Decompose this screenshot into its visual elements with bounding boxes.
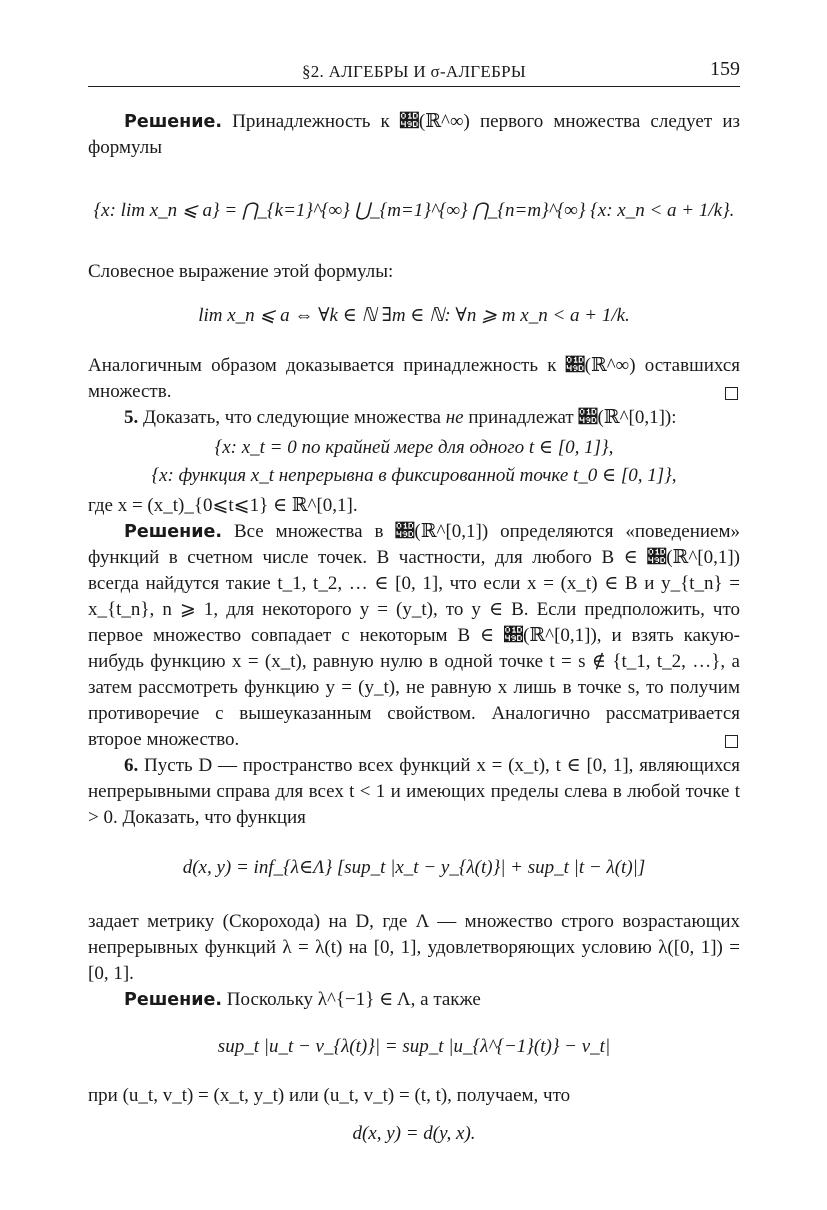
page-number: 159 <box>710 58 740 80</box>
solution-text: Поскольку λ^{−1} ∈ Λ, а также <box>222 989 481 1010</box>
problem-5-statement <box>88 405 740 431</box>
solution-text: Принадлежность к 𝒝(ℝ^∞) первого множества следует из формулы <box>88 111 740 158</box>
formula-limsup-verbal: lim x_n ⩽ a ⇔ ∀k ∈ ℕ ∃m ∈ ℕ: ∀n ⩾ m x_n < a + 1/k. <box>198 305 630 326</box>
metric-definition-text: задает метрику (Скорохода) на D, где Λ — множество строго возрастающих непрерывных функций λ = λ(t) на [0, 1], удовлетворяющих условию λ([0, 1]) = [0, 1]. <box>88 911 740 984</box>
solution-label: Решение. <box>124 522 223 542</box>
section-title: §2. АЛГЕБРЫ И σ-АЛГЕБРЫ <box>301 62 527 81</box>
solution-paragraph-1 <box>88 109 740 161</box>
where-text: где x = (x_t)_{0⩽t⩽1} ∈ ℝ^[0,1]. <box>88 495 358 516</box>
running-header <box>88 56 740 87</box>
solution-label: Решение. <box>124 112 223 132</box>
qed-square-icon <box>725 387 738 400</box>
problem-number: 6. <box>124 755 139 776</box>
solution-label: Решение. <box>124 990 223 1010</box>
formula-limsup-set: {x: lim x_n ⩽ a} = ⋂_{k=1}^{∞} ⋃_{m=1}^{∞} ⋂_{n=m}^{∞} {x: x_n < a + 1/k}. <box>93 200 735 221</box>
formula-symmetry: d(x, y) = d(y, x). <box>352 1123 476 1144</box>
remaining-sets-paragraph <box>88 353 740 405</box>
solution-paragraph-3 <box>88 987 740 1013</box>
substitution-text: при (u_t, v_t) = (x_t, y_t) или (u_t, v_t) = (t, t), получаем, что <box>88 1085 571 1106</box>
remaining-sets-text: Аналогичным образом доказывается принадлежность к 𝒝(ℝ^∞) оставшихся множеств. <box>88 355 740 402</box>
formula-skorokhod-metric: d(x, y) = inf_{λ∈Λ} [sup_t |x_t − y_{λ(t)}| + sup_t |t − λ(t)|] <box>182 857 646 878</box>
verbal-expression-text: Словесное выражение этой формулы: <box>88 261 394 282</box>
qed-square-icon <box>725 735 738 748</box>
problem-6-statement <box>88 753 740 831</box>
formula-zero-set: {x: x_t = 0 по крайней мере для одного t ∈ [0, 1]}, <box>214 437 614 458</box>
solution-paragraph-2 <box>88 519 740 753</box>
solution-text: Все множества в 𝒝(ℝ^[0,1]) определяются «поведением» функций в счетном числе точек. В частности, для любого B ∈ 𝒝(ℝ^[0,1]) всегда найдутся такие t_1, t_2, … ∈ [0, 1], что если x = (x_t) ∈ B и y_{t_n} = x_{t_n}, n ⩾ 1, для некоторого y = (y_t), то y ∈ B. Если предположить, что первое множество совпадает с некоторым B ∈ 𝒝(ℝ^[0,1]), и взять какую-нибудь функцию x = (x_t), равную нулю в одной точке t = s ∉ {t_1, t_2, …}, а затем рассмотреть функцию y = (y_t), не равную x лишь в точке s, то получим противоречие с вышеуказанным свойством. Аналогично рассматривается второе множество. <box>88 521 740 750</box>
formula-sup-equality: sup_t |u_t − v_{λ(t)}| = sup_t |u_{λ^{−1}(t)} − v_t| <box>217 1036 611 1057</box>
page-body <box>88 87 740 1147</box>
problem-text: принадлежат 𝒝(ℝ^[0,1]): <box>463 407 677 428</box>
emphasis-not: не <box>445 407 464 428</box>
problem-text: Пусть D — пространство всех функций x = (x_t), t ∈ [0, 1], являющихся непрерывными справа для всех t < 1 и имеющих пределы слева в любой точке t > 0. Доказать, что функция <box>88 755 740 828</box>
book-page <box>88 56 740 1147</box>
formula-continuity-set: {x: функция x_t непрерывна в фиксированной точке t_0 ∈ [0, 1]}, <box>151 465 677 486</box>
problem-text: Доказать, что следующие множества <box>138 407 446 428</box>
problem-number: 5. <box>124 407 139 428</box>
